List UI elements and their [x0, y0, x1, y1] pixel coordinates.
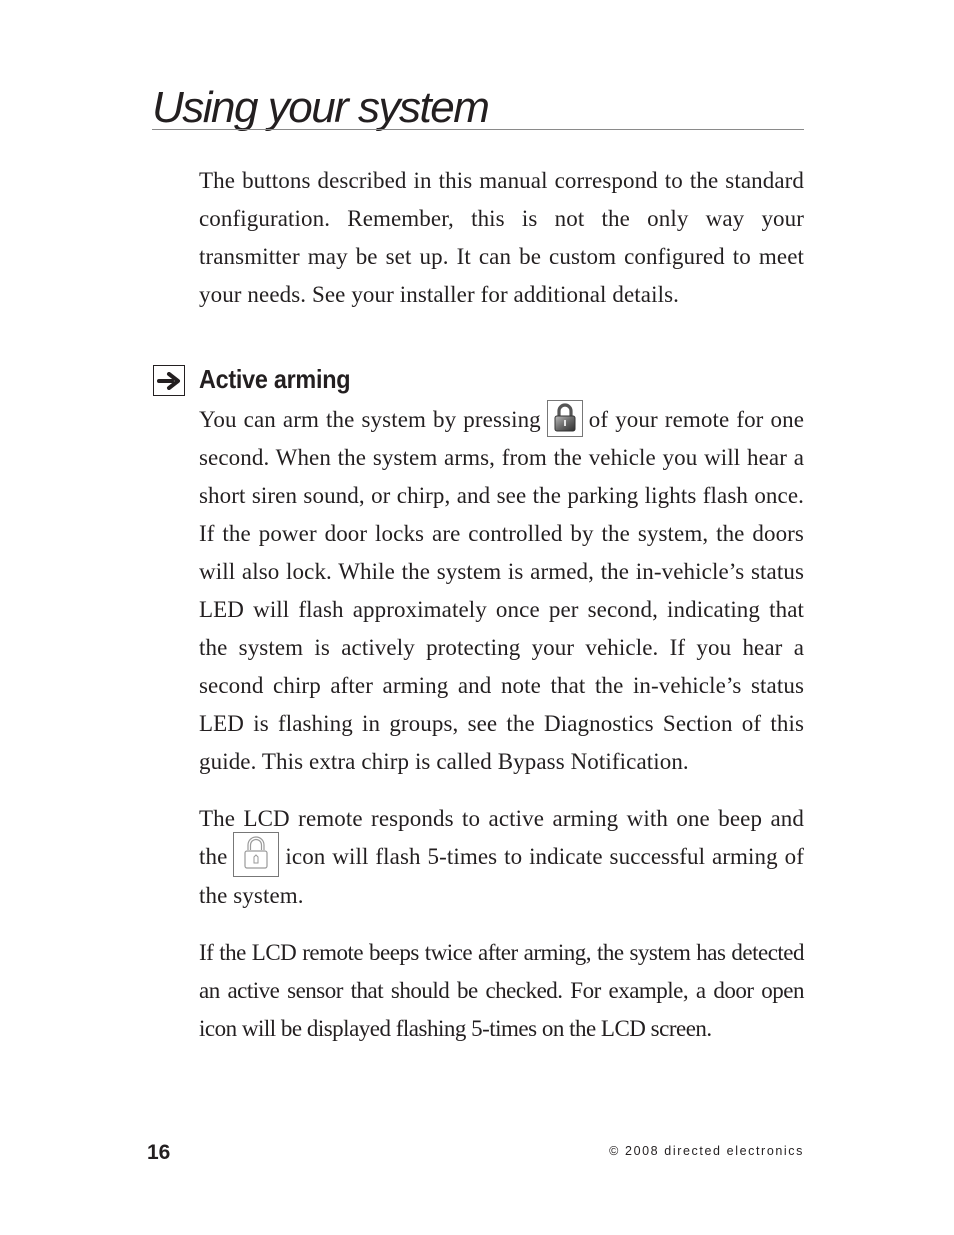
- lcd-lock-icon: [233, 832, 279, 877]
- active-arming-paragraph: [199, 401, 804, 781]
- p2-text-before: The LCD remote responds to active arming with one beep and the: [199, 806, 804, 869]
- lcd-response-paragraph: [199, 800, 804, 915]
- copyright-notice: © 2008 directed electronics: [609, 1144, 804, 1158]
- title-rule: [152, 129, 804, 130]
- double-beep-paragraph: If the LCD remote beeps twice after arming, the system has detected an active sensor that should be checked. For example, a door open icon will be displayed flashing 5-times on the LCD screen.: [199, 940, 804, 1041]
- page-number: 16: [147, 1141, 171, 1164]
- p1-text-after: of your remote for one second. When the system arms, from the vehicle you will hear a short siren sound, or chirp, and see the parking lights flash once. If the power door locks are controlled by the system, the doors will also lock. While the system is armed, the in-vehicle’s status LED will flash approximately once per second, indicating that the system is actively protecting your vehicle. If you hear a second chirp after arming and note that the in-vehicle’s status LED is flashing in groups, see the Diagnostics Section of this guide. This extra chirp is called Bypass Notification.: [199, 407, 805, 774]
- lock-button-icon: [547, 400, 583, 437]
- page-title: Using your system: [152, 83, 489, 132]
- intro-paragraph: The buttons described in this manual correspond to the standard configuration. Remember, this is not the only way your transmitter may be set up. It can be custom configured to meet your needs. See your installer for additional details.: [199, 168, 804, 307]
- p1-text-before: You can arm the system by pressing: [199, 407, 541, 432]
- section-heading: Active arming: [199, 364, 351, 394]
- p2-text-after: icon will flash 5-times to indicate successful arming of the system.: [199, 844, 804, 909]
- right-arrow-icon: [153, 365, 185, 396]
